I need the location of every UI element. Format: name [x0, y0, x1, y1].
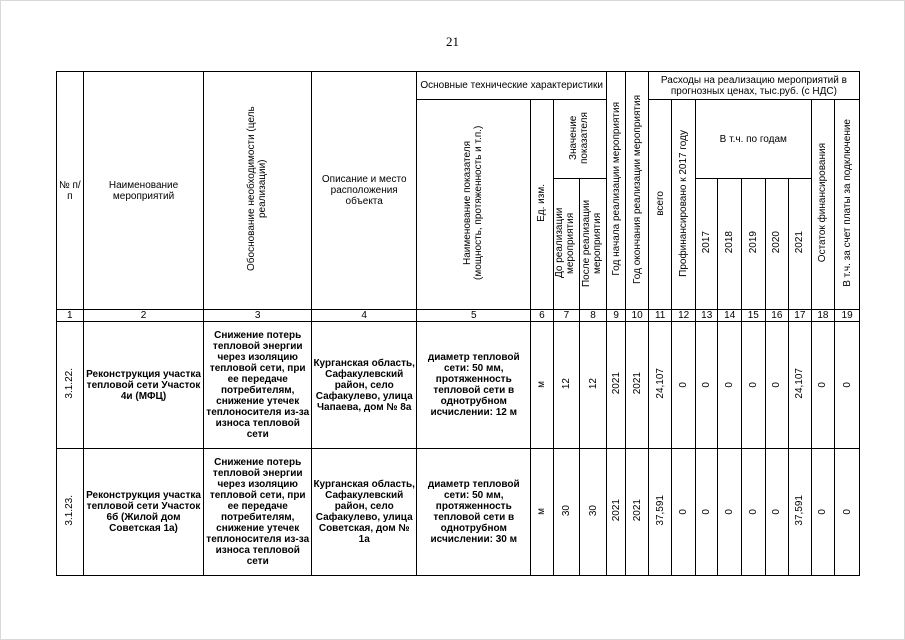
cost-2017: 0 — [695, 449, 718, 576]
col-number: 19 — [835, 310, 860, 322]
col-number: 9 — [606, 310, 625, 322]
col-number: 17 — [789, 310, 812, 322]
header-location: Описание и место расположения объекта — [311, 72, 416, 310]
cost-total: 24,107 — [648, 322, 672, 449]
header-unit: Ед. изм. — [531, 100, 554, 310]
header-costs: Расходы на реализацию мероприятий в прогнозных ценах, тыс.руб. (с НДС) — [648, 72, 859, 100]
row-number: 3.1.23. — [57, 449, 84, 576]
cost-2021: 24,107 — [789, 322, 812, 449]
column-numbers-row — [57, 310, 860, 322]
value-before: 12 — [553, 322, 580, 449]
header-years: В т.ч. по годам — [695, 100, 811, 179]
measure-name: Реконструкция участка тепловой сети Участок 4и (МФЦ) — [83, 322, 204, 449]
cost-2018: 0 — [718, 322, 742, 449]
measure-reason: Снижение потерь тепловой энергии через изоляцию тепловой сети, при ее передаче потребителям, снижение утечек теплоносителя из-за износа тепловой сети — [204, 322, 312, 449]
unit: м — [531, 449, 554, 576]
start-year: 2021 — [606, 449, 625, 576]
cost-connection: 0 — [835, 449, 860, 576]
col-number: 4 — [311, 310, 416, 322]
table-row — [57, 322, 860, 449]
header-after: После реализации мероприятия — [580, 179, 607, 310]
col-number: 13 — [695, 310, 718, 322]
measure-indicator: диаметр тепловой сети: 50 мм, протяженность тепловой сети в однотрубном исчислении: 12 м — [417, 322, 531, 449]
header-end-year: Год окончания реализации мероприятия — [626, 72, 649, 310]
measure-reason: Снижение потерь тепловой энергии через изоляцию тепловой сети, при ее передаче потребителям, снижение утечек теплоносителя из-за износа тепловой сети — [204, 449, 312, 576]
header-remainder: Остаток финансирования — [811, 100, 835, 310]
header-tech: Основные технические характеристики — [417, 72, 606, 100]
measures-table — [56, 71, 860, 576]
col-number: 6 — [531, 310, 554, 322]
end-year: 2021 — [626, 322, 649, 449]
cost-financed: 0 — [672, 449, 696, 576]
col-number: 5 — [417, 310, 531, 322]
header-indicator: Наименование показателя (мощность, протяженность и т.п.) — [417, 100, 531, 310]
cost-2020: 0 — [765, 322, 789, 449]
cost-2019: 0 — [742, 322, 766, 449]
measure-indicator: диаметр тепловой сети: 50 мм, протяженность тепловой сети в однотрубном исчислении: 30 м — [417, 449, 531, 576]
col-number: 14 — [718, 310, 742, 322]
header-value: Значение показателя — [553, 100, 606, 179]
col-number: 2 — [83, 310, 204, 322]
col-number: 18 — [811, 310, 835, 322]
cost-2021: 37,591 — [789, 449, 812, 576]
cost-remainder: 0 — [811, 449, 835, 576]
measure-name: Реконструкция участка тепловой сети Участок 6б (Жилой дом Советская 1а) — [83, 449, 204, 576]
page-number: 21 — [446, 34, 459, 49]
header-2019: 2019 — [742, 179, 766, 310]
header-name: Наименование мероприятий — [83, 72, 204, 310]
header-num: № п/п — [57, 72, 84, 310]
cost-2020: 0 — [765, 449, 789, 576]
header-total: всего — [648, 100, 672, 310]
header-2018: 2018 — [718, 179, 742, 310]
start-year: 2021 — [606, 322, 625, 449]
cost-2017: 0 — [695, 322, 718, 449]
header-2017: 2017 — [695, 179, 718, 310]
row-number: 3.1.22. — [57, 322, 84, 449]
col-number: 16 — [765, 310, 789, 322]
value-before: 30 — [553, 449, 580, 576]
cost-financed: 0 — [672, 322, 696, 449]
header-reason: Обоснование необходимости (цель реализации) — [204, 72, 312, 310]
measure-location: Курганская область, Сафакулевский район, село Сафакулево, улица Советская, дом № 1а — [311, 449, 416, 576]
header-start-year: Год начала реализации мероприятия — [606, 72, 625, 310]
col-number: 3 — [204, 310, 312, 322]
col-number: 8 — [580, 310, 607, 322]
col-number: 10 — [626, 310, 649, 322]
header-2020: 2020 — [765, 179, 789, 310]
cost-total: 37,591 — [648, 449, 672, 576]
col-number: 11 — [648, 310, 672, 322]
value-after: 12 — [580, 322, 607, 449]
cost-remainder: 0 — [811, 322, 835, 449]
header-financed: Профинансировано к 2017 году — [672, 100, 696, 310]
cost-2019: 0 — [742, 449, 766, 576]
measure-location: Курганская область, Сафакулевский район, село Сафакулево, улица Чапаева, дом № 8а — [311, 322, 416, 449]
value-after: 30 — [580, 449, 607, 576]
unit: м — [531, 322, 554, 449]
col-number: 12 — [672, 310, 696, 322]
header-connection: В т.ч. за счет платы за подключение — [835, 100, 860, 310]
cost-2018: 0 — [718, 449, 742, 576]
header-2021: 2021 — [789, 179, 812, 310]
col-number: 15 — [742, 310, 766, 322]
table-row — [57, 449, 860, 576]
end-year: 2021 — [626, 449, 649, 576]
cost-connection: 0 — [835, 322, 860, 449]
header-before: До реализации мероприятия — [553, 179, 580, 310]
col-number: 7 — [553, 310, 580, 322]
col-number: 1 — [57, 310, 84, 322]
